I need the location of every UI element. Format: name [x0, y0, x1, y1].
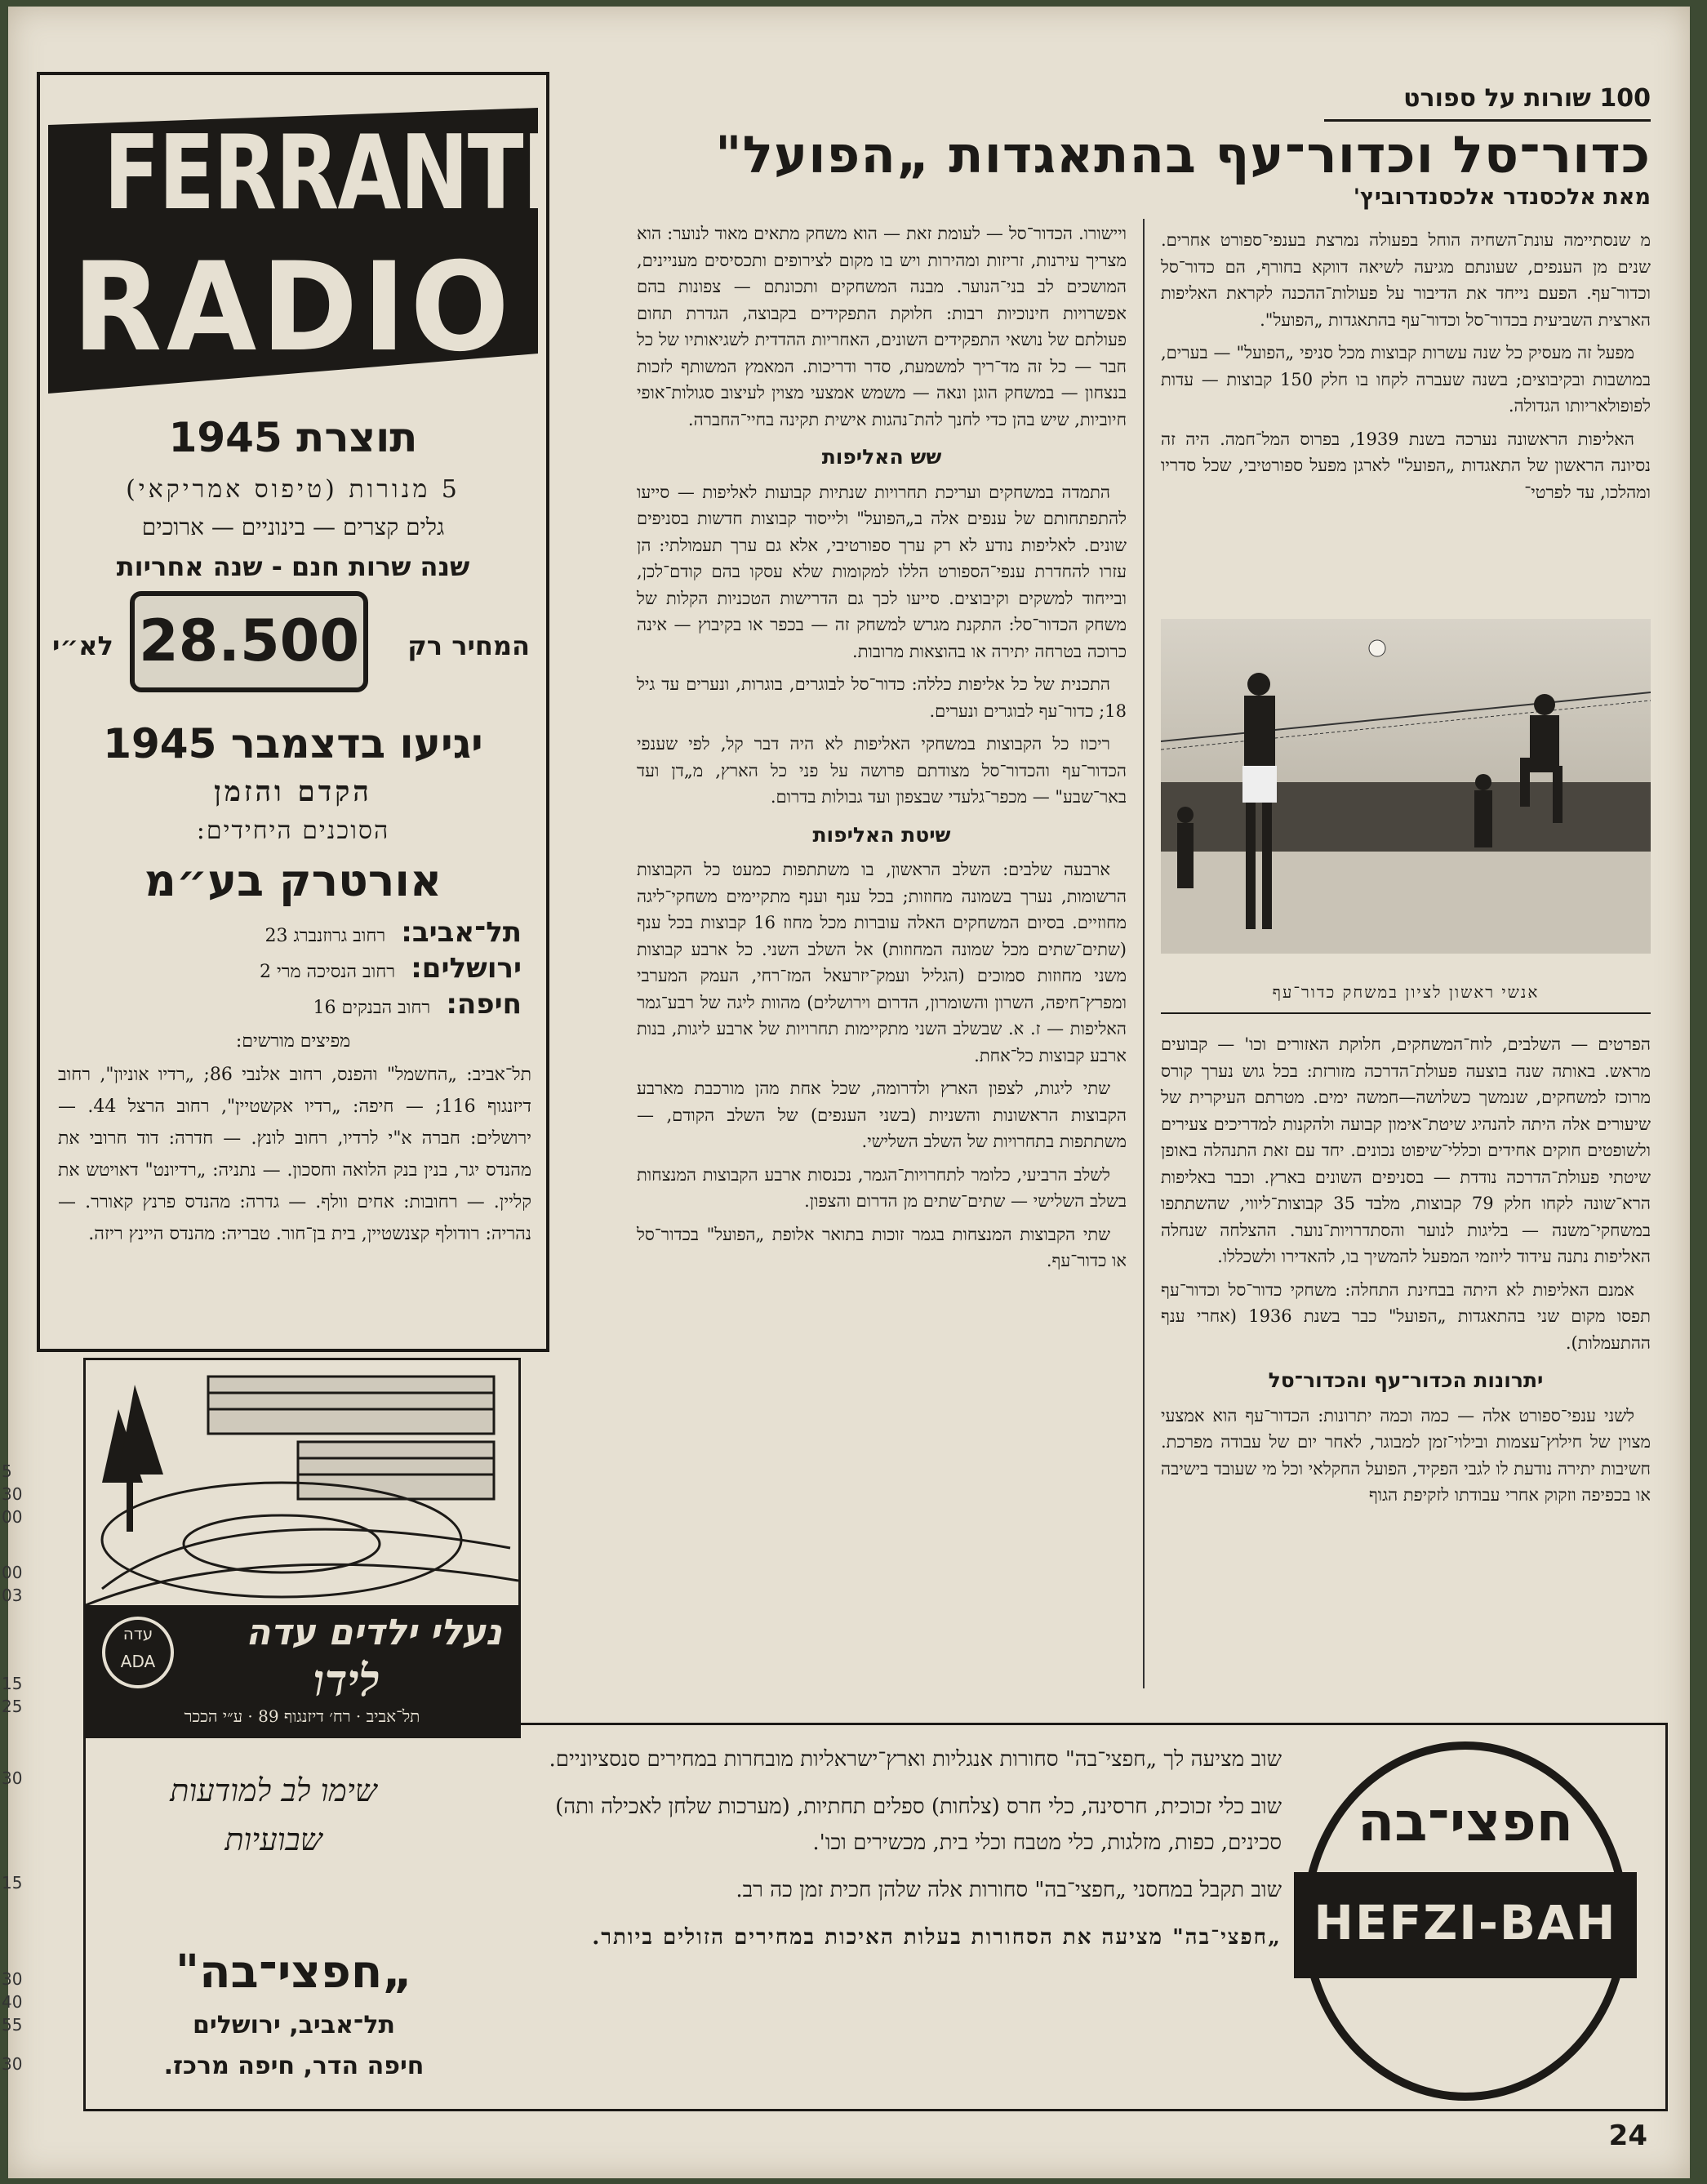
price-label: המחיר רק: [407, 630, 530, 661]
office-row: ירושלים: רחוב הנסיכה מרי 2: [259, 952, 522, 985]
hefzibah-text: [514, 1741, 1282, 1955]
distributors-label: מפיצים מורשים:: [235, 1031, 351, 1052]
paragraph: אמנם האליפות לא היתה בבחינת התחלה: משחקי כדור־סל וכדור־עף תפסו מקום שני בהתאגדות „הפועל" כבר בשנת 1936 (אחרי ענף ההתעמלות).: [1161, 1279, 1651, 1353]
article-column-right-top: [1161, 227, 1651, 512]
price-box: [130, 591, 368, 692]
production-year: תוצרת 1945: [168, 414, 418, 461]
paragraph: התכנית של כל אליפות כללה: כדור־סל לבוגרים, בוגרות, ונערים עד גיל 18; כדור־עף לבוגרים ונערים.: [637, 674, 1127, 721]
volleyball-photo-art: [1161, 619, 1651, 954]
arrival-date: יגיעו בדצמבר 1945: [103, 720, 483, 767]
article-column-left: [637, 220, 1127, 1281]
subhead-six-championships: שש האליפות: [821, 445, 942, 469]
agent-name: אורטרק בע״מ: [144, 855, 442, 906]
office-row: חיפה: רחוב הבנקים 16: [313, 988, 522, 1021]
agents-label: הסוכנים היחידים:: [196, 816, 390, 845]
hefzibah-logo-he: חפצי־בה: [1357, 1790, 1574, 1853]
volleyball-photo: [1161, 619, 1651, 954]
slogan: הקדם והזמן: [214, 776, 372, 808]
hefzibah-brand: „חפצי־בה": [175, 1946, 413, 1999]
office-list: [64, 916, 522, 1024]
hefzibah-cities-1: תל־אביב, ירושלים: [192, 2011, 395, 2039]
hefzibah-line-1: שוב מציעה לך „חפצי־בה" סחורות אנגליות וארץ־ישראליות מובחרות במחירים סנסציוניים.: [549, 1747, 1282, 1772]
office-row: תל־אביב: רחוב גרוזנברג 23: [264, 916, 522, 949]
photo-caption: אנשי ראשון לציון במשחק כדור־עף: [1272, 982, 1540, 1002]
caption-rule: [1161, 1012, 1651, 1014]
magazine-page: [2, 7, 1690, 2178]
paragraph: לשלב הרביעי, כלומר לתחרויות־הגמר, נכנסות ארבע הקבוצות המנצחות בשלב השלישי — שתים־שתים מן הדרום והצפון.: [637, 1164, 1127, 1211]
hefzibah-logo: [1302, 1741, 1629, 2101]
currency: לא״י: [52, 630, 113, 661]
paragraph: ריכוז כל הקבוצות במשחקי האליפות לא היה דבר קל, לפי שענפי הכדור־עף והכדור־סל מצודתם פרושה על פני כל הארץ, מ„דן ועד באר־שבע" — מכפר־גלעדי שבצפון ועד גבולות בדרום.: [637, 734, 1127, 807]
shoes-banner: [86, 1605, 518, 1736]
paragraph: לשני ענפי־ספורט אלה — כמה וכמה יתרונות: הכדור־עף הוא אמצעי מצוין של חילוץ־עצמות ובילוי־זמן למבוגר, לאחר יום של עבודה מפרכת. חשיבות יתירה נודעת לו לגבי הפקיד, הפועל החקלאי וכל מי שעובד בישיבה או בכפיפה וזקוק אחרי עבודתו לזקיפת הגוף: [1161, 1405, 1651, 1505]
warranty: שנה שרות חנם - שנה אחריות: [116, 551, 470, 582]
shoes-brand: לידו: [313, 1654, 380, 1706]
ada-logo: עדה ADA: [102, 1617, 174, 1688]
article-title: כדור־סל וכדור־עף בהתאגדות „הפועל": [715, 125, 1651, 185]
shoes-ad: [83, 1358, 521, 1738]
page-number: 24: [1608, 2120, 1647, 2152]
price-value: 28.500: [138, 607, 360, 674]
distributors-list: תל־אביב: „החשמל" והפנס, רחוב אלנבי 86; „רדיו אוניון", רחוב דיזנגוף 116; — חיפה: „רדיו אקשטיין", רחוב הרצל 44. — ירושלים: חברה א"י לרדיו, רחוב לונץ. — חדרה: דוד חרובי את מהנדס יגר, בנין בנק הלואה וחסכון. — נתניה: „רדיונט" דאויטש את קליין. — רחובות: אחים וולף. — גדרה: מהנדס פרנץ קאורר. — נהריה: רודולף קצנשטיין, בית בן־חור. טבריה: מהנדס היינץ ריזה.: [58, 1065, 531, 1244]
shoes-title: נעלי ילדים עדה: [246, 1612, 502, 1653]
section-rule: [1324, 119, 1651, 122]
paragraph: שתי הקבוצות המנצחות בגמר זוכות בתואר אלופת „הפועל" בכדור־סל או כדור־עף.: [637, 1224, 1127, 1270]
radio-brand: RADIO: [72, 237, 514, 379]
paragraph: שתי ליגות, לצפון הארץ ולדרומה, שכל אחת מהן מורכבת מארבע הקבוצות הראשונות והשניות (בשני הענפים) של השלב הקודם, — משתתפות בתחרויות של השלב השלישי.: [637, 1079, 1127, 1151]
hefzibah-line-2: שוב כלי זכוכית, חרסינה, כלי חרס (צלחות) ספלים תחתיות, (מערכות שלחן לאכילה ותה) סכינים, כפות, מזלגות, כלי מטבח וכלי בית, מכשירים וכו'.: [555, 1795, 1282, 1855]
hefzibah-cities-2: חיפה הדר, חיפה מרכז.: [163, 2052, 425, 2080]
hefzibah-handwritten: שימו לב למודעות שבועיות: [170, 1773, 377, 1857]
shoes-address: תל־אביב · רח׳ דיזנגוף 89 · ע״י הככר: [184, 1706, 420, 1726]
spec-tubes: 5 מנורות (טיפוס אמריקאי): [126, 475, 460, 504]
resort-illustration: [86, 1360, 518, 1605]
spec-bands: גלים קצרים — בינוניים — ארוכים: [141, 514, 445, 540]
paragraph: מ שנסתיימה עונת־השחיה הוחל בפעולה נמרצת בענפי־ספורט אחרים. שנים מן הענפים, שעונתם מגיעה לשיאה דווקא בחורף, הם כדור־סל וכדור־עף. הפעם נייחד את הדיבור על פעולות־ההכנה לקראת האליפות הארצית השביעית בכדור־סל וכדור־עף בהתאגדות „הפועל".: [1161, 230, 1651, 330]
paragraph: ויישורו. הכדור־סל — לעומת זאת — הוא משחק מתאים מאוד לנוער: הוא מצריך עירנות, זריזות ומהירות ויש בו מקום לצירופים ותכסיסים מעניינים, המושכים לב בני־הנוער. מבנה המשחקים ותכונתם — צפונות בהם אפשרויות חינוכיות רבות: חלוקת התפקידים בקבוצה, הגדרת תחום פעולתם של נושאי התפקידים השונים, האחריות ההדדית לשגיאותיו של כל חבר — כל זה מד־ריך למשמעת, סדר ודריכות. המאמץ המשותף לזכות בנצחון — במשחק הוגן ונאה — משמש אמצעי מצוין לעיצוב סגולות־אופי חיוביות, שיש בהן כדי לחנך להת־נהגות אישית תקינה בחיי־החברה.: [637, 224, 1127, 429]
subhead-advantages: יתרונות הכדור־עף והכדור־סל: [1268, 1368, 1544, 1392]
paragraph: התמדה במשחקים ועריכת תחרויות שנתיות קבועות לאליפות — סייעו להתפתחותם של ענפים אלה ב„הפועל" ולייסוד קבוצות חדשות בסניפים שונים. לאליפות נודע לא רק ערך ספורטיבי, אלא גם ערך תעמולתי: הן עזרו להחדרת ענפי־הספורט הללו למקומות שלא עסקו בהם קודם־לכן, ובייחוד למשקים וקיבוצים. סייעו לכך גם הדרישות הטכניות הקלות של משחק הכדור־סל: התקנת מגרש למשחק זה — בכפר או בקיבוץ — אינה כרוכה בטרחה יתירה או בהוצאות מרובות.: [637, 482, 1127, 661]
article-byline: מאת אלכסנדר אלכסנדרוביץ': [1353, 185, 1651, 210]
hefzibah-line-3: שוב תקבל במחסני „חפצי־בה" סחורות אלה שלהן חכית זמן כה רב.: [736, 1878, 1282, 1902]
paragraph: האליפות הראשונה נערכה בשנת 1939, בפרוס המל־חמה. היה זה נסיונה הראשון של התאגדות „הפועל" לארגן מפעל ספורטיבי, שכל סדריו ומהלכו, עד לפרטי־: [1161, 429, 1651, 502]
paragraph: ארבעה שלבים: השלב הראשון, בו משתתפות כמעט כל הקבוצות הרשומות, נערך בשמונה מחוזות; בכל ענף וענף מתקיימים משחקי־ליגה מחוזיים. בסיום המשחקים האלה עוברות מכל מחוז 16 קבוצות בכל ענף (שתים־שתים מכל שמונה המחוזות) אל השלב השני. כל ארבע קבוצות משני מחוזות סמוכים (הגליל ועמק־יזרעאל המז־רחי, העמק המערבי ומפרץ־חיפה, השרון והשומרון, הדרום וירושלים) מהוות ליגה של רבע־גמר האליפות — ז. א. שבשלב השני מתקיימות תחרויות של ארבע ליגות, בנות ארבע קבוצות כל־אחת.: [637, 860, 1127, 1065]
hefzibah-ad-frame: [83, 1723, 1668, 2111]
subhead-method: שיטת האליפות: [812, 822, 951, 847]
margin-numbers: 5 30 00 00 03 15 25 30 15 30 40 55 30: [2, 1461, 23, 2074]
ferranti-brand: FERRANTI: [104, 113, 552, 233]
section-label: 100 שורות על ספורט: [1403, 84, 1651, 113]
ferranti-ad: [37, 72, 552, 1352]
hefzibah-line-4: „חפצי־בה" מציעה את הסחורות בעלות האיכות במחירים הזולים ביותר.: [592, 1925, 1282, 1950]
paragraph: מפעל זה מעסיק כל שנה עשרות קבוצות מכל סניפי „הפועל" — בערים, במושבות ובקיבוצים; בשנה שעברה לקחו בו חלק 150 קבוצות — עדות לפופולאריותו הגדולה.: [1161, 343, 1651, 416]
paragraph: הפרטים — השלבים, לוח־המשחקים, חלוקת האזורים וכו' — קבועים מראש. באותה שנה בוצעה פעולת־הדרכה מזורזת: בכל גוש נערך קורס מרוכז למשחקים, שנמשך כשלושה—חמשה ימים. מטרתם העיקרית של שיעורים אלה היתה להנהיג שיטת־אימון קבועה ולהקנות למדריכים צעירים ולשופטים חוקים אחידים וכללי־שיפוט נכונים. יחד עם זאת התנהלה באופן שיטתי פעולת־הדרכה נודדת — בסניפים השונים בארץ. וכבר באליפות הרא־שונה לקחו חלק 79 קבוצות, מלבד 35 קבוצות־ליווי, שהשתתפו במשחקי־משנה — בליגות לנוער והסתדרויות־נוער. ההצלחה שנחלה האליפות נתנה עידוד ליוזמי המפעל להמשיך בו, להאדירו ולשכללו.: [1161, 1034, 1651, 1266]
hefzibah-logo-en: HEFZI-BAH: [1314, 1895, 1617, 1950]
column-divider: [1143, 219, 1145, 1688]
article-column-right-lower: [1161, 1031, 1651, 1515]
